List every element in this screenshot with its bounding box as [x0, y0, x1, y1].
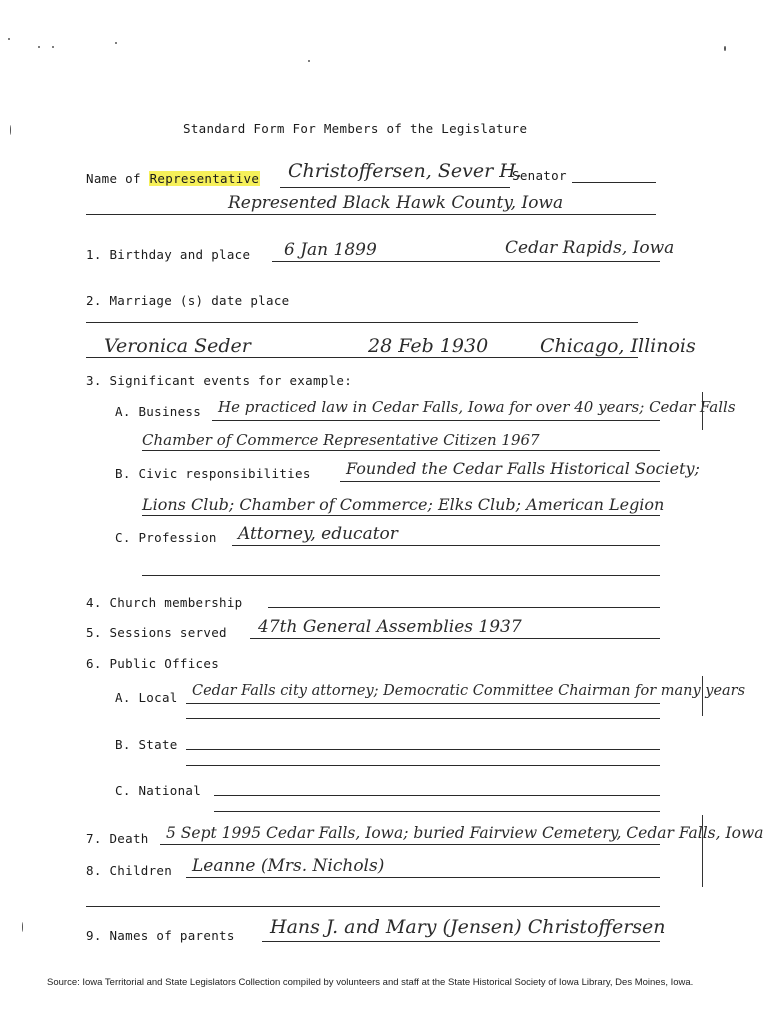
q6a-line-1 [186, 703, 660, 704]
senator-line [572, 182, 656, 183]
name-value: Christoffersen, Sever H. [288, 160, 522, 182]
name-line-2 [86, 214, 656, 215]
q8-line-1 [186, 877, 660, 878]
q6-public-offices-label: 6. Public Offices [86, 656, 220, 671]
scan-speck [10, 125, 11, 135]
q5-sessions-label: 5. Sessions served [86, 625, 227, 640]
q6a-line-2 [186, 718, 660, 719]
q7-death-label: 7. Death [86, 831, 149, 846]
q9-parents-value: Hans J. and Mary (Jensen) Christoffersen [270, 916, 666, 938]
q2-marriage-place: Chicago, Illinois [540, 335, 696, 357]
q3b-line-1 [340, 481, 660, 482]
q3a-line-2 [142, 450, 660, 451]
q8-children-label: 8. Children [86, 863, 173, 878]
q5-line [250, 638, 660, 639]
scan-speck [724, 46, 726, 51]
form-title: Standard Form For Members of the Legislature [183, 121, 528, 136]
margin-bracket [702, 676, 703, 716]
q4-church-label: 4. Church membership [86, 595, 243, 610]
q3a-business-label: A. Business [115, 404, 202, 419]
q3c-profession-label: C. Profession [115, 530, 217, 545]
q3b-civic-label: B. Civic responsibilities [115, 466, 311, 481]
q3a-business-value-2: Chamber of Commerce Representative Citizen 1967 [142, 431, 540, 449]
q6c-line-1 [214, 795, 660, 796]
scan-speck [52, 46, 54, 48]
q1-line [272, 261, 660, 262]
q1-birth-place: Cedar Rapids, Iowa [505, 238, 675, 258]
q8-children-value: Leanne (Mrs. Nichols) [192, 856, 385, 876]
q1-birth-date: 6 Jan 1899 [284, 240, 377, 260]
scan-speck [308, 60, 310, 62]
scan-speck [115, 42, 117, 44]
q6b-state-label: B. State [115, 737, 178, 752]
q5-sessions-value: 47th General Assemblies 1937 [258, 617, 522, 637]
q9-line [262, 941, 660, 942]
q3a-business-value: He practiced law in Cedar Falls, Iowa for over 40 years; Cedar Falls [218, 398, 736, 416]
q8-line-2 [86, 906, 660, 907]
q3c-line-2 [142, 575, 660, 576]
q3c-line-1 [232, 545, 660, 546]
name-line [280, 187, 510, 188]
q3b-line-2 [142, 515, 660, 516]
name-label [86, 171, 260, 186]
q3-events-label: 3. Significant events for example: [86, 373, 353, 388]
source-credit: Source: Iowa Territorial and State Legislators Collection compiled by volunteers and staff at the State Historical Society of Iowa Library, Des Moines, Iowa. [47, 977, 694, 988]
representative-label-highlighted: Representative [149, 171, 260, 186]
q7-death-value: 5 Sept 1995 Cedar Falls, Iowa; buried Fairview Cemetery, Cedar Falls, Iowa [166, 824, 764, 842]
q3b-civic-value: Founded the Cedar Falls Historical Society; [346, 459, 700, 478]
q3c-profession-value: Attorney, educator [238, 524, 398, 544]
q2-line-2 [86, 357, 638, 358]
q2-marriage-label: 2. Marriage (s) date place [86, 293, 290, 308]
name-value-line2: Represented Black Hawk County, Iowa [228, 193, 564, 213]
scan-speck [8, 38, 10, 40]
q6b-line-1 [186, 749, 660, 750]
q6a-local-value: Cedar Falls city attorney; Democratic Committee Chairman for many years [192, 683, 746, 699]
q6a-local-label: A. Local [115, 690, 178, 705]
q7-line [160, 844, 660, 845]
q1-birthday-label: 1. Birthday and place [86, 247, 251, 262]
q3b-civic-value-2: Lions Club; Chamber of Commerce; Elks Club; American Legion [142, 495, 665, 514]
q6b-line-2 [186, 765, 660, 766]
scan-speck [38, 46, 40, 48]
q2-line-1 [86, 322, 638, 323]
senator-label: Senator [512, 168, 567, 183]
q6c-national-label: C. National [115, 783, 202, 798]
scan-speck [22, 922, 23, 932]
margin-bracket [702, 815, 703, 887]
q2-spouse: Veronica Seder [104, 335, 251, 357]
q2-marriage-date: 28 Feb 1930 [368, 335, 489, 357]
margin-bracket [702, 392, 703, 430]
name-label-prefix: Name of [86, 171, 149, 186]
q9-parents-label: 9. Names of parents [86, 928, 235, 943]
q6c-line-2 [214, 811, 660, 812]
q4-line [268, 607, 660, 608]
q3a-line-1 [212, 420, 660, 421]
